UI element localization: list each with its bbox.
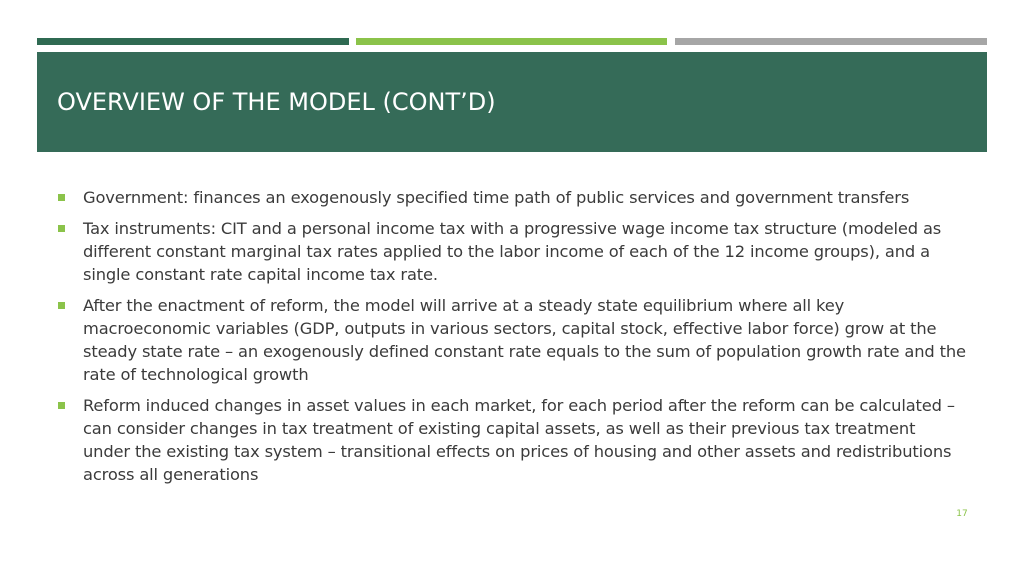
title-band: [37, 52, 987, 152]
page-number: 17: [956, 509, 968, 519]
bullet-text: Government: finances an exogenously specified time path of public services and government transfers: [83, 188, 910, 207]
square-bullet-icon: [58, 225, 65, 232]
slide-title: OVERVIEW OF THE MODEL (CONT’D): [57, 88, 496, 116]
bullet-item-steady-state: [58, 294, 966, 386]
bullet-text: Tax instruments: CIT and a personal income tax with a progressive wage income tax structure (modeled as different constant marginal tax rates applied to the labor income of each of the 12 income groups), and a single constant rate capital income tax rate.: [83, 219, 942, 284]
accent-bar-light-green: [356, 38, 667, 45]
bullet-item-tax-instruments: [58, 217, 966, 286]
square-bullet-icon: [58, 194, 65, 201]
bullet-text: Reform induced changes in asset values in each market, for each period after the reform can be calculated – can consider changes in tax treatment of existing capital assets, as well as their previous tax treatment under the existing tax system – transitional effects on prices of housing and other assets and redistributions across all generations: [83, 396, 955, 484]
bullet-text: After the enactment of reform, the model will arrive at a steady state equilibrium where all key macroeconomic variables (GDP, outputs in various sectors, capital stock, effective labor force) grow at the steady state rate – an exogenously defined constant rate equals to the sum of population growth rate and the rate of technological growth: [83, 296, 966, 384]
accent-bar-gray: [675, 38, 987, 45]
bullet-list: [58, 186, 966, 494]
bullet-item-asset-values: [58, 394, 966, 486]
accent-bar-dark-green: [37, 38, 349, 45]
square-bullet-icon: [58, 402, 65, 409]
square-bullet-icon: [58, 302, 65, 309]
bullet-item-government: [58, 186, 966, 209]
